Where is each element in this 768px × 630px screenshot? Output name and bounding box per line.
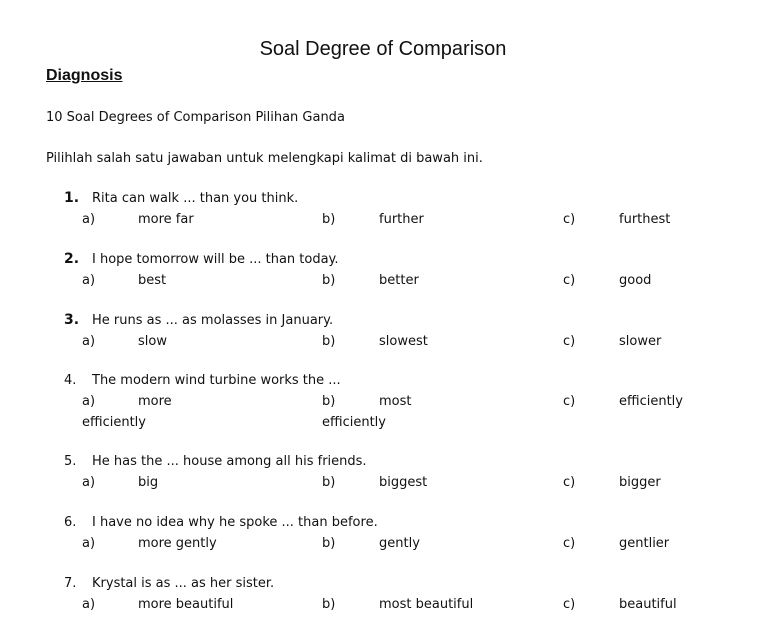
option-c-letter: c) (563, 394, 576, 409)
option-c-text: bigger (619, 475, 661, 490)
option-a-letter: a) (82, 597, 96, 612)
option-b-text-continued: efficiently (322, 415, 386, 430)
section-heading: Diagnosis (46, 67, 123, 84)
option-b-text: biggest (379, 475, 428, 490)
option-c-letter: c) (563, 597, 576, 612)
option-b-text: most (379, 394, 412, 409)
option-c-letter: c) (563, 475, 576, 490)
question-text: He runs as ... as molasses in January. (92, 313, 334, 328)
option-a-text: big (138, 475, 159, 490)
option-b-letter: b) (322, 273, 336, 288)
question-text: I have no idea why he spoke ... than before. (92, 515, 378, 530)
option-b-text: further (379, 212, 424, 227)
option-b-text: most beautiful (379, 597, 474, 612)
option-b-letter: b) (322, 597, 336, 612)
question-text: I hope tomorrow will be ... than today. (92, 252, 339, 267)
option-c-text: good (619, 273, 652, 288)
option-b-letter: b) (322, 334, 336, 349)
option-b-letter: b) (322, 394, 336, 409)
option-a-text: more beautiful (138, 597, 234, 612)
question-number: 7. (64, 576, 77, 591)
question-number: 1. (64, 190, 80, 206)
option-b-text: slowest (379, 334, 428, 349)
question-number: 4. (64, 373, 77, 388)
option-a-letter: a) (82, 475, 96, 490)
option-c-text: beautiful (619, 597, 677, 612)
option-c-letter: c) (563, 212, 576, 227)
option-a-text: more (138, 394, 172, 409)
question-number: 2. (64, 251, 80, 267)
option-c-text: slower (619, 334, 662, 349)
option-b-text: gently (379, 536, 420, 551)
question-number: 6. (64, 515, 77, 530)
option-a-text: best (138, 273, 167, 288)
option-b-letter: b) (322, 212, 336, 227)
option-c-letter: c) (563, 536, 576, 551)
option-c-text: efficiently (619, 394, 683, 409)
option-a-letter: a) (82, 273, 96, 288)
option-a-letter: a) (82, 334, 96, 349)
question-text: The modern wind turbine works the ... (92, 373, 341, 388)
option-c-letter: c) (563, 273, 576, 288)
instruction-text: Pilihlah salah satu jawaban untuk melengkapi kalimat di bawah ini. (46, 151, 483, 166)
option-c-text: furthest (619, 212, 671, 227)
option-a-letter: a) (82, 536, 96, 551)
question-number: 5. (64, 454, 77, 469)
question-text: Krystal is as ... as her sister. (92, 576, 275, 591)
option-a-text-continued: efficiently (82, 415, 146, 430)
option-b-letter: b) (322, 475, 336, 490)
subtitle: 10 Soal Degrees of Comparison Pilihan Ganda (46, 110, 345, 125)
option-a-letter: a) (82, 212, 96, 227)
option-c-text: gentlier (619, 536, 670, 551)
option-a-text: more far (138, 212, 194, 227)
option-b-text: better (379, 273, 419, 288)
option-b-letter: b) (322, 536, 336, 551)
document-title: Soal Degree of Comparison (259, 38, 507, 60)
question-text: He has the ... house among all his friends. (92, 454, 367, 469)
option-a-letter: a) (82, 394, 96, 409)
option-a-text: more gently (138, 536, 217, 551)
option-c-letter: c) (563, 334, 576, 349)
question-number: 3. (64, 312, 80, 328)
question-text: Rita can walk ... than you think. (92, 191, 299, 206)
option-a-text: slow (138, 334, 167, 349)
